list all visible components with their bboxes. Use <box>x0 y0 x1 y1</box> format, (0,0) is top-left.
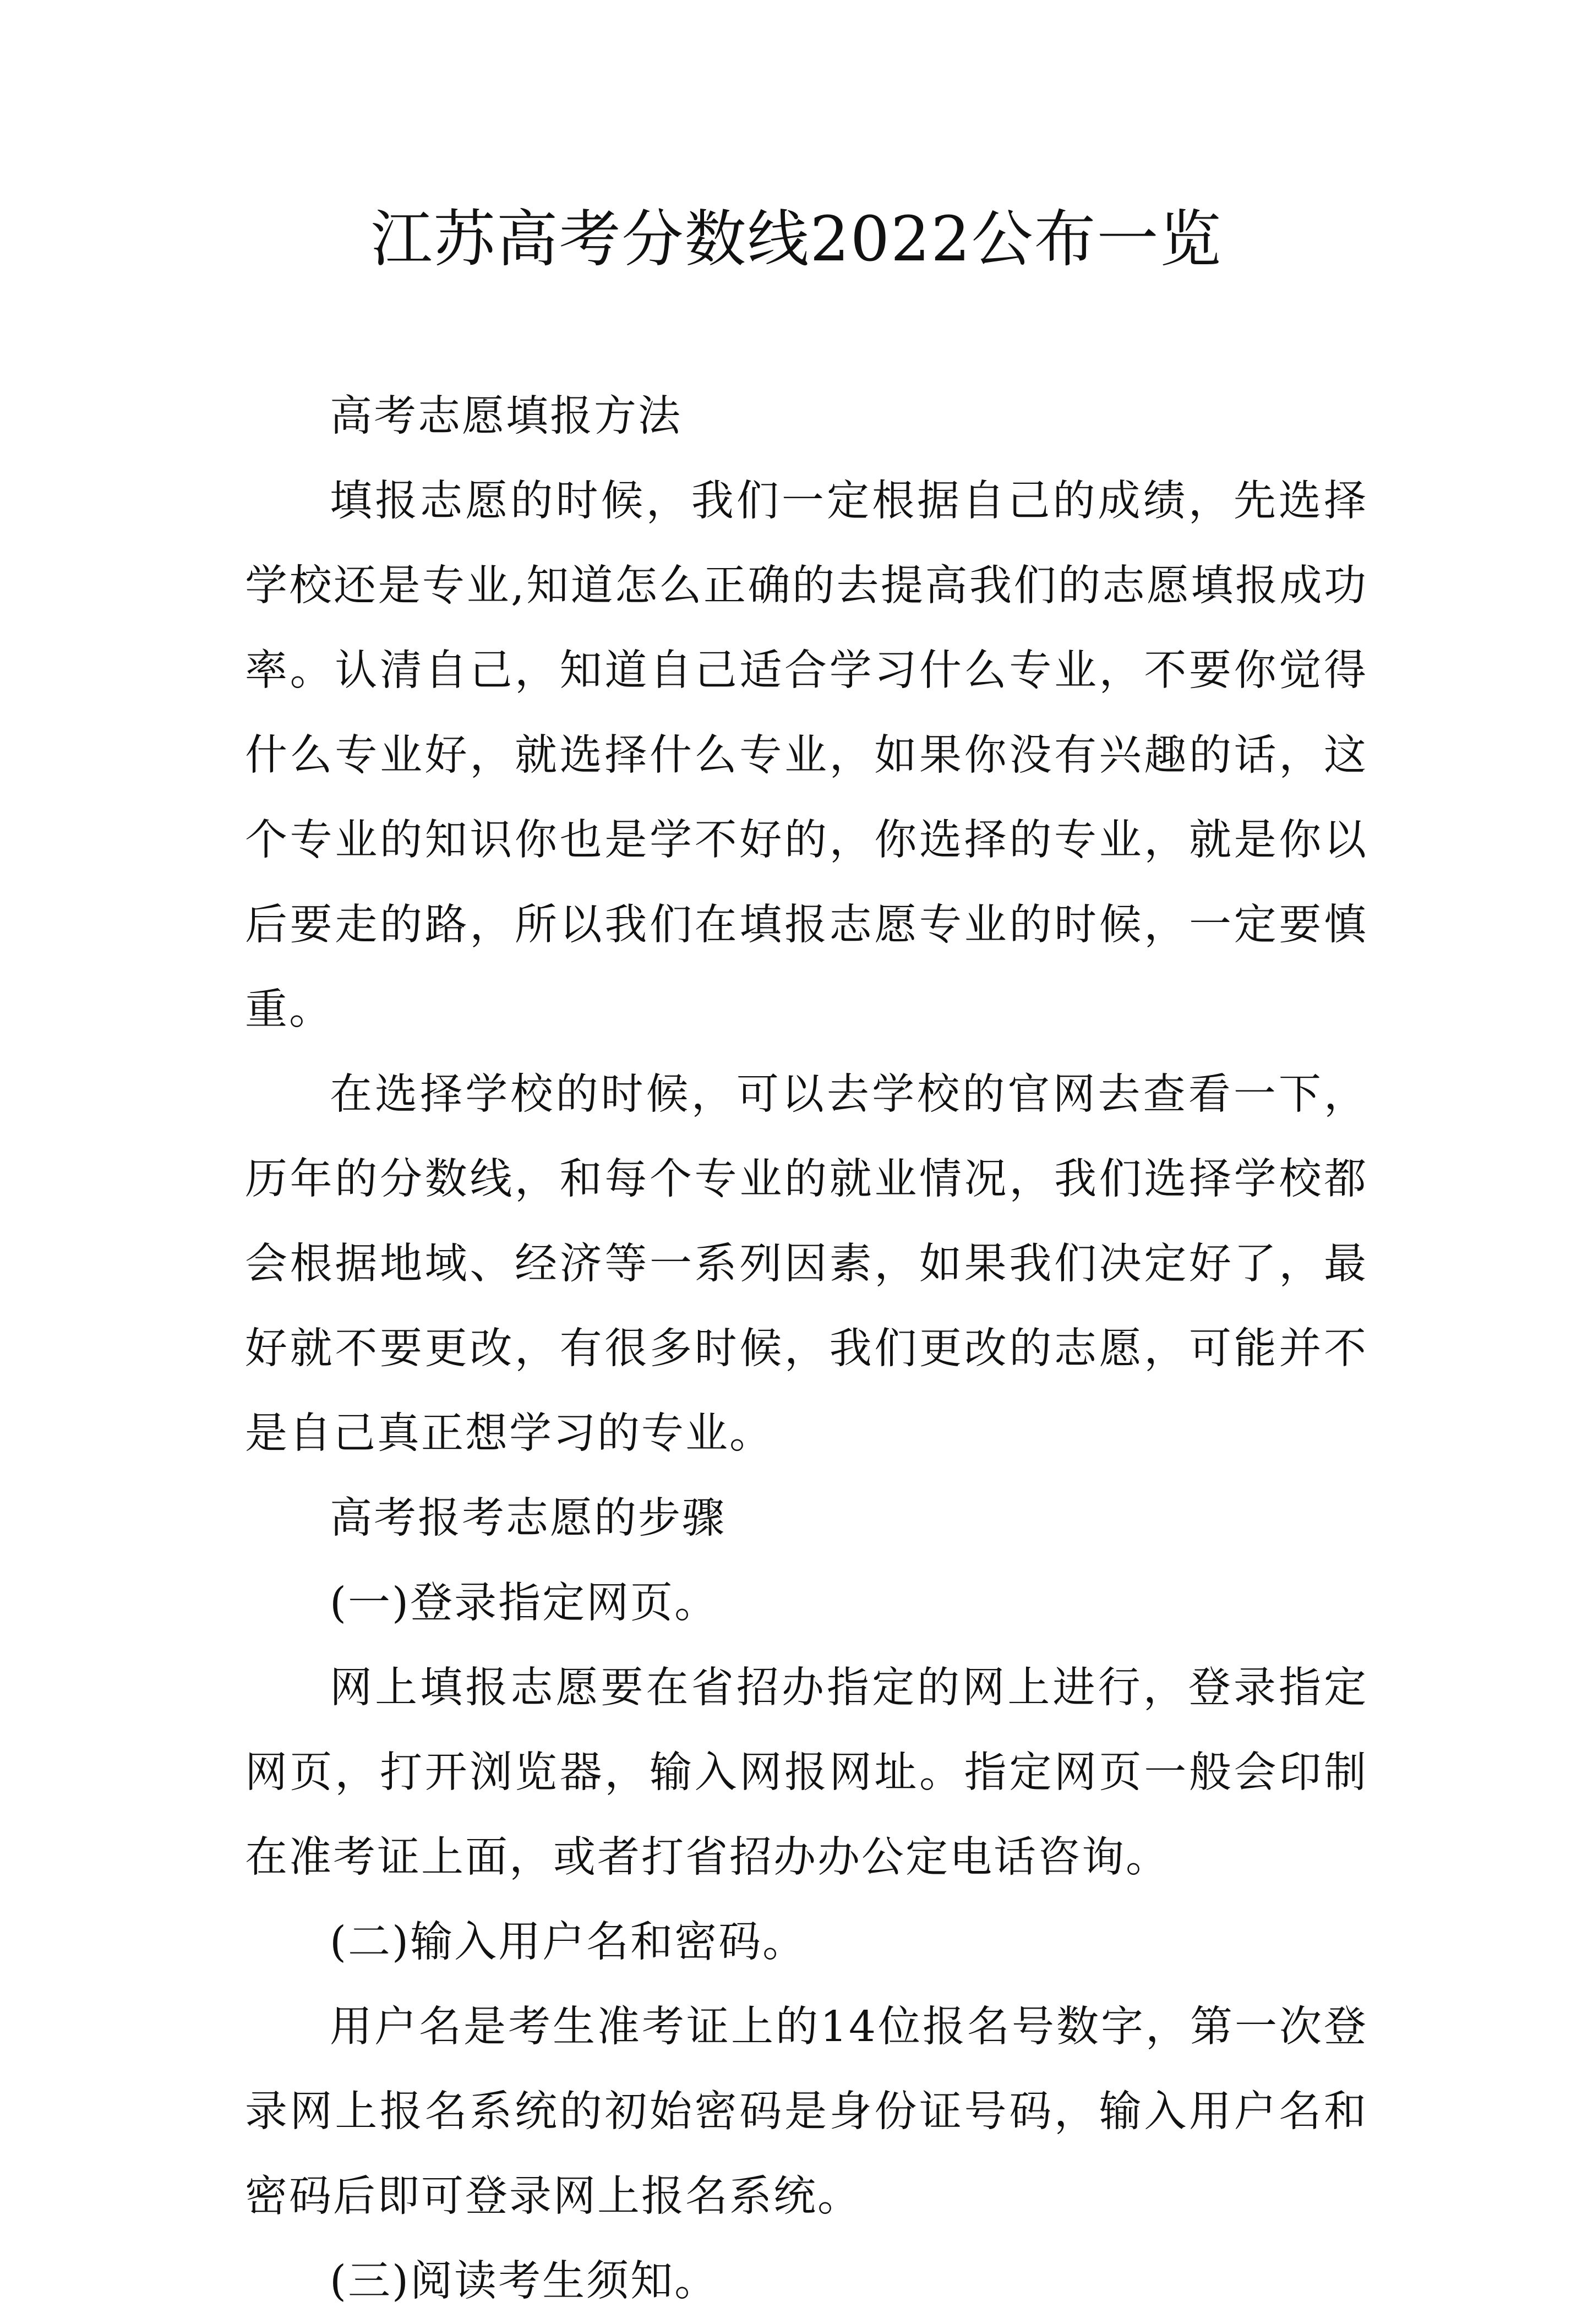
section-heading-steps: 高考报考志愿的步骤 <box>330 1494 726 1543</box>
paragraph-choose-major: 填报志愿的时候，我们一定根据自己的成绩，先选择学校还是专业,知道怎么正确的去提高我们的志愿填报成功率。认清自己，知道自己适合学习什么专业，不要你觉得什么专业好，就选择什么专业，如果你没有兴趣的话，这个专业的知识你也是学不好的，你选择的专业，就是你以后要走的路，所以我们在填报志愿专业的时候，一定要慎重。 <box>245 477 1368 1034</box>
step-3-heading: (三)阅读考生须知。 <box>330 2257 719 2306</box>
step-2-heading: (二)输入用户名和密码。 <box>330 1918 807 1967</box>
document-body <box>245 374 1368 2324</box>
step-1-heading: (一)登录指定网页。 <box>330 1579 719 1628</box>
section-heading-method: 高考志愿填报方法 <box>330 392 682 441</box>
document-title: 江苏高考分数线2022公布一览 <box>370 204 1223 275</box>
step-1-paragraph: 网上填报志愿要在省招办指定的网上进行，登录指定网页，打开浏览器，输入网报网址。指定网页一般会印制在准考证上面，或者打省招办办公定电话咨询。 <box>245 1663 1368 1882</box>
step-2-paragraph: 用户名是考生准考证上的14位报名号数字，第一次登录网上报名系统的初始密码是身份证号码，输入用户名和密码后即可登录网上报名系统。 <box>245 2003 1368 2221</box>
paragraph-choose-school: 在选择学校的时候，可以去学校的官网去查看一下，历年的分数线，和每个专业的就业情况，我们选择学校都会根据地域、经济等一系列因素，如果我们决定好了，最好就不要更改，有很多时候，我们更改的志愿，可能并不是自己真正想学习的专业。 <box>245 1070 1368 1458</box>
